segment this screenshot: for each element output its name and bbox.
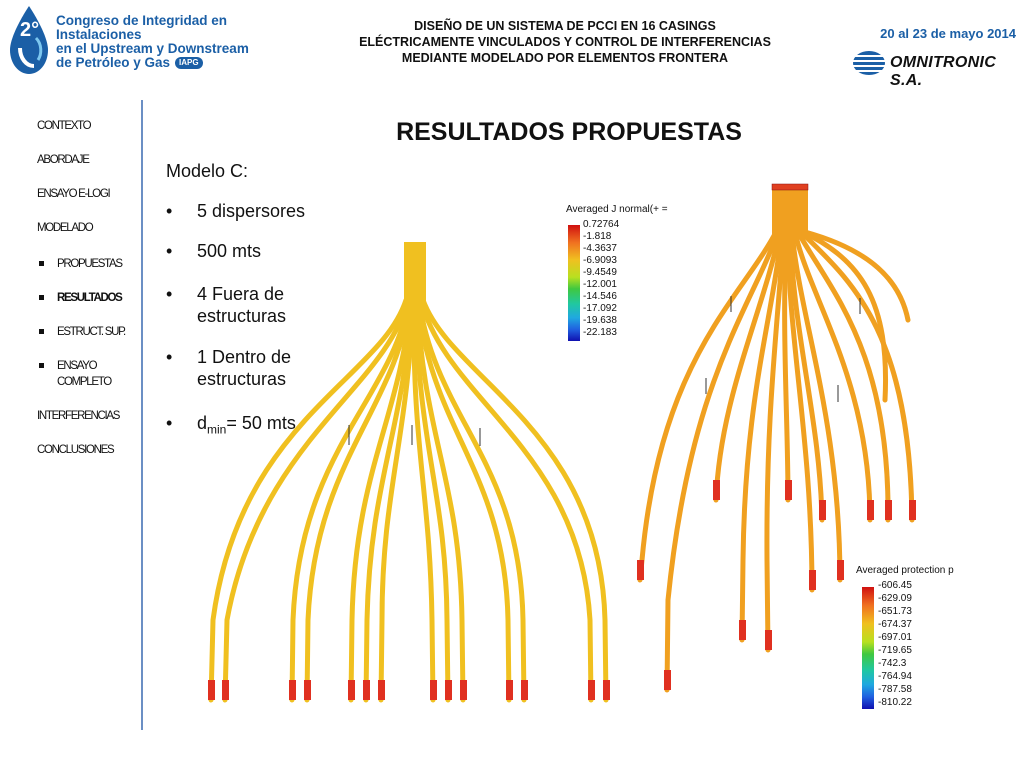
legend-value: -697.01 — [878, 632, 912, 643]
nav-item-abordaje[interactable]: ABORDAJE — [37, 154, 89, 166]
legend-value: -17.092 — [583, 303, 617, 314]
legend-value: 0.72764 — [583, 219, 620, 230]
company-name: OMNITRONIC S.A. — [890, 54, 997, 89]
legend-value: -22.183 — [583, 327, 617, 338]
svg-text:2°: 2° — [20, 19, 40, 41]
nav-item-propuestas[interactable]: PROPUESTAS — [57, 256, 122, 272]
nav-item-resultados[interactable]: RESULTADOS — [57, 290, 122, 306]
legend-value: -742.3 — [878, 658, 907, 669]
legend-value: -9.4549 — [583, 267, 617, 278]
bullet-dot-icon: • — [166, 201, 173, 221]
nav-item-estruct-sup[interactable]: ESTRUCT. SUP. — [57, 324, 125, 340]
legend-value: -810.22 — [878, 697, 912, 708]
legend-value: -14.546 — [583, 291, 617, 302]
iapg-badge: IAPG — [175, 57, 203, 69]
congress-line-2: en el Upstream y Downstream — [56, 41, 249, 56]
bullet-dot-icon: • — [166, 347, 173, 367]
nav-item-contexto[interactable]: CONTEXTO — [37, 120, 91, 132]
congress-line-1: Congreso de Integridad en Instalaciones — [56, 13, 228, 42]
bullet-dot-icon: • — [166, 413, 173, 433]
title-line-3: MEDIANTE MODELADO POR ELEMENTOS FRONTERA — [401, 51, 729, 65]
nav-item-ensayo-completo[interactable]: ENSAYO COMPLETO — [57, 358, 127, 390]
model-title: Modelo C: — [166, 161, 249, 181]
legend-value: -629.09 — [878, 593, 912, 604]
bullet-dot-icon: • — [166, 284, 173, 304]
legend-current-density — [566, 204, 668, 344]
legend-current-title: Averaged J normal(+ = — [566, 204, 668, 215]
bullet-dot-icon: • — [166, 241, 173, 261]
left-model-bundle — [208, 242, 610, 700]
legend-value: -787.58 — [878, 684, 912, 695]
legend-value: -1.818 — [583, 231, 612, 242]
nav-item-interferencias[interactable]: INTERFERENCIAS — [37, 410, 120, 422]
congress-line-3: de Petróleo y Gas IAPG — [56, 56, 316, 70]
legend-value: -764.94 — [878, 671, 912, 682]
legend-value: -674.37 — [878, 619, 912, 630]
slide-title: RESULTADOS PROPUESTAS — [396, 118, 742, 146]
legend-protection-title: Averaged protection p — [856, 565, 954, 576]
title-line-2: ELÉCTRICAMENTE VINCULADOS Y CONTROL DE INTERFERENCIAS — [359, 35, 771, 49]
legend-value: -719.65 — [878, 645, 912, 656]
legend-value: -6.9093 — [583, 255, 617, 266]
nav-item-conclusiones[interactable]: CONCLUSIONES — [37, 444, 114, 456]
legend-value: -12.001 — [583, 279, 617, 290]
event-date: 20 al 23 de mayo 2014 — [880, 26, 1016, 41]
nav-item-modelado[interactable]: MODELADO — [37, 222, 93, 234]
legend-value: -19.638 — [583, 315, 617, 326]
nav-item-ensayo-e-logi[interactable]: ENSAYO E-LOGI — [37, 188, 110, 200]
legend-protection-potential — [856, 565, 964, 715]
legend-value: -651.73 — [878, 606, 912, 617]
legend-value: -606.45 — [878, 580, 912, 591]
legend-value: -4.3637 — [583, 243, 617, 254]
title-line-1: DISEÑO DE UN SISTEMA DE PCCI EN 16 CASINGS — [414, 19, 716, 33]
